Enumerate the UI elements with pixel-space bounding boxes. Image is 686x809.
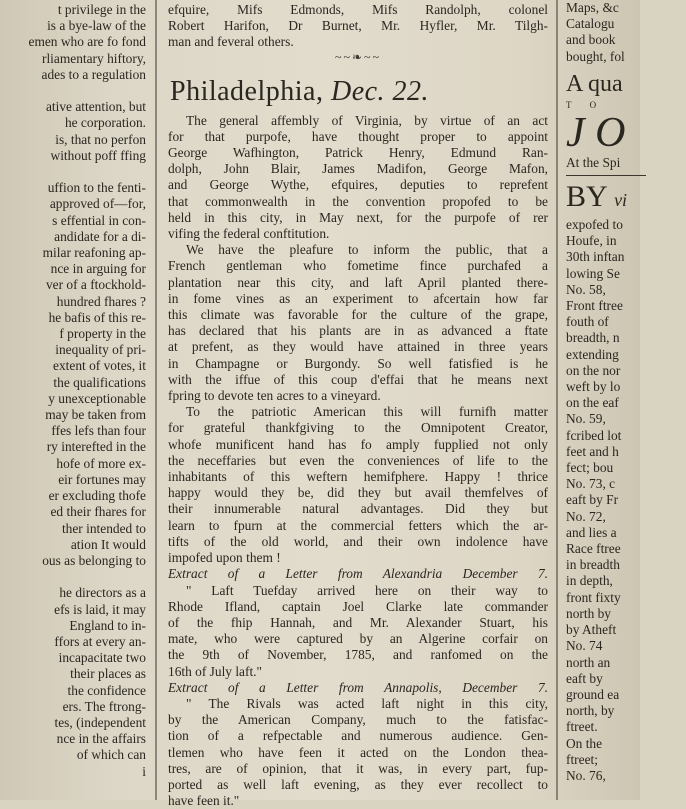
- text-line: weft by lo: [566, 379, 621, 395]
- advert-subheading: T O: [566, 99, 605, 110]
- text-line: The general affembly of Virginia, by virtue of an act: [186, 112, 548, 128]
- text-line: on the nor: [566, 362, 621, 378]
- text-line: Race ftree: [566, 541, 621, 557]
- column-rule-left: [155, 0, 157, 800]
- text-line: happy would they be, did they but avail themfelves of: [168, 485, 548, 501]
- text-line: George Wafhington, Patrick Henry, Edmund Ran-: [168, 145, 548, 161]
- left-column: [0, 0, 150, 800]
- text-line: lowing Se: [566, 265, 620, 281]
- text-line: England to in-: [69, 617, 146, 633]
- text-line: Maps, &c: [566, 0, 619, 15]
- text-line: t privilege in the: [57, 2, 146, 17]
- middle-column: [160, 0, 550, 809]
- advert-divider: [566, 175, 646, 176]
- text-line: the 9th of November, 1785, and ranfomed on the: [168, 647, 548, 663]
- text-line: Catalogu: [566, 16, 615, 32]
- dateline: [170, 75, 548, 109]
- text-line: for grateful thankfgiving to the Omnipotent Creator,: [168, 420, 548, 436]
- text-line: impofed upon them !: [168, 550, 281, 566]
- text-line: ther intended to: [61, 520, 146, 536]
- text-line: feet and h: [566, 443, 619, 459]
- text-line: On the: [566, 735, 603, 751]
- text-line: inhabitants of this weftern hemifphere. Happy ! thrice: [168, 469, 548, 485]
- advert-location: At the Spi: [566, 154, 621, 170]
- text-line: vifing the federal conftitution.: [168, 226, 330, 242]
- text-line: f property in the: [59, 326, 146, 342]
- text-line: in fome vines as an experiment to afcertain how far: [168, 290, 548, 306]
- text-line: ground ea: [566, 686, 620, 702]
- text-line: tifts of the old world, and their own indolence have: [168, 533, 548, 549]
- text-line: nce in arguing for: [50, 261, 146, 277]
- text-line: and book: [566, 32, 616, 48]
- text-line: [0, 569, 146, 585]
- annapolis-heading: Extract of a Letter from Annapolis, December 7.: [168, 679, 548, 695]
- text-line: and George Wythe, efquires, deputies to reprefent: [168, 177, 548, 193]
- ornament-divider: ~~❧~~: [334, 49, 382, 64]
- text-line: eaft by: [566, 670, 603, 686]
- text-line: uffion to the fenti-: [47, 180, 146, 196]
- text-line: held in this city, in May next, for the purpofe of rer: [168, 209, 548, 225]
- text-line: ported as well laft evening, as they ever recollect to: [168, 776, 548, 792]
- text-line: ffors at every an-: [54, 633, 146, 649]
- text-line: inequality of pri-: [55, 342, 146, 358]
- text-line: y unexceptionable: [48, 390, 146, 406]
- text-line: fect; bou: [566, 460, 614, 476]
- text-line: fcribed lot: [566, 427, 622, 443]
- text-line: ed their fhares for: [50, 504, 146, 520]
- text-line: the neceffaries but even the conveniences of life to the: [168, 452, 548, 468]
- text-line: fouth of: [566, 314, 609, 330]
- text-line: emen who are fo fond: [28, 34, 146, 50]
- text-line: We have the pleafure to inform the public, that a: [186, 242, 548, 258]
- thanksgiving-paragraph: [168, 404, 548, 566]
- text-line: 30th inftan: [566, 249, 625, 265]
- text-line: efs is laid, it may: [54, 601, 146, 617]
- left-column-text: [0, 2, 146, 780]
- text-line: of which can: [76, 747, 146, 763]
- text-line: ous as belonging to: [42, 552, 146, 568]
- text-line: [0, 164, 146, 180]
- text-line: French gentleman who fometime fince purchafed a: [168, 258, 548, 274]
- text-line: eir fortunes may: [58, 471, 146, 487]
- annapolis-extract: [168, 696, 548, 809]
- virginia-paragraph: [168, 113, 548, 243]
- text-line: man and feveral others.: [168, 34, 294, 50]
- text-line: ver of a ftockhold-: [45, 277, 146, 293]
- text-line: their places as: [70, 666, 146, 682]
- text-line: ffes lefs than four: [51, 423, 146, 439]
- text-line: incapacitate two: [58, 650, 146, 666]
- text-line: in breadth: [566, 557, 620, 573]
- text-line: extending: [566, 346, 619, 362]
- text-line: ation It would: [70, 536, 146, 552]
- text-line: approved of—for,: [49, 196, 146, 212]
- text-line: Robert Harifon, Dr Burnet, Mr. Hyfler, Mr. Tilgh-: [168, 18, 548, 34]
- text-line: in Champagne or Burgondy. So well fatisfied is he: [168, 355, 548, 371]
- text-line: is a bye-law of the: [47, 18, 146, 34]
- text-line: er excluding thofe: [48, 488, 146, 504]
- text-line: for that purpofe, have thought proper to appoint: [168, 128, 548, 144]
- vineyard-paragraph: [168, 242, 548, 404]
- text-line: " Laft Tuefday arrived here on their way to: [186, 582, 548, 598]
- dateline-city: Philadelphia,: [170, 75, 324, 107]
- text-line: No. 76,: [566, 767, 606, 783]
- text-line: Rhode Ifland, captain Joel Clarke late commander: [168, 598, 548, 614]
- advert-heading-by: BY vi: [566, 180, 628, 214]
- text-line: 16th of July laft.": [168, 663, 262, 679]
- text-line: north, by: [566, 703, 615, 719]
- text-line: breadth, n: [566, 330, 620, 346]
- text-line: he bafis of this re-: [48, 309, 146, 325]
- text-line: he directors as a: [59, 585, 146, 601]
- text-line: is, that no perfon: [55, 131, 146, 147]
- text-line: ades to a regulation: [41, 66, 146, 82]
- text-line: plantation near this city, and laft April planted there-: [168, 274, 548, 290]
- text-line: tion of a refpectable and numerous audience. Gen-: [168, 728, 548, 744]
- text-line: extent of votes, it: [53, 358, 146, 374]
- text-line: north by: [566, 605, 612, 621]
- text-line: No. 74: [566, 638, 603, 654]
- text-line: " The Rivals was acted laft night in this city,: [186, 695, 548, 711]
- text-line: tlemen who have feen it acted on the London thea-: [168, 744, 548, 760]
- text-line: To the patriotic American this will furnifh matter: [186, 404, 548, 420]
- dateline-date: Dec. 22.: [330, 75, 430, 107]
- text-line: fpring to devote ten acres to a vineyard.: [168, 388, 381, 404]
- advert-heading-a: A qua: [566, 70, 623, 97]
- alexandria-heading: Extract of a Letter from Alexandria December 7.: [168, 566, 548, 582]
- text-line: that commonwealth in the convention propofed to be: [168, 193, 548, 209]
- text-line: on the eaf: [566, 395, 619, 411]
- right-column-text: [566, 0, 686, 784]
- text-line: No. 59,: [566, 411, 606, 427]
- text-line: tres, are of opinion, that it was, in every part, fup-: [168, 760, 548, 776]
- text-line: No. 72,: [566, 508, 606, 524]
- text-line: by the American Company, much to the fatisfac-: [168, 712, 548, 728]
- text-line: this climate was favorable for the culture of the grape,: [168, 307, 548, 323]
- text-line: have feen it.": [168, 793, 240, 809]
- text-line: andidate for a di-: [54, 228, 146, 244]
- text-line: expofed to: [566, 217, 623, 233]
- text-line: efquire, Mifs Edmonds, Mifs Randolph, colonel: [168, 2, 548, 17]
- text-line: their innumerable natural advantages. Did they but: [168, 501, 548, 517]
- text-line: learn to fpurn at the commercial fetters which the ar-: [168, 517, 548, 533]
- text-line: north an: [566, 654, 611, 670]
- text-line: bought, fol: [566, 48, 625, 64]
- text-line: nce in the affairs: [56, 731, 146, 747]
- text-line: hofe of more ex-: [56, 455, 146, 471]
- text-line: whofe munificent hand has fo amply fupplied not only: [168, 436, 548, 452]
- text-line: dolph, John Blair, James Madifon, George Mafon,: [168, 161, 548, 177]
- text-line: rliamentary hiftory,: [42, 50, 146, 66]
- text-line: ers. The ftrong-: [62, 698, 146, 714]
- text-line: without poff ffing: [50, 147, 146, 163]
- text-line: in depth,: [566, 573, 613, 589]
- text-line: Front ftree: [566, 298, 623, 314]
- text-line: mate, who were captured by an Algerine corfair on: [168, 631, 548, 647]
- text-line: he corporation.: [64, 115, 146, 131]
- column-rule-right: [556, 0, 558, 800]
- text-line: may be taken from: [45, 407, 146, 423]
- text-line: by Atheft: [566, 622, 617, 638]
- middle-column-body: [168, 2, 548, 809]
- continued-text: [168, 2, 548, 51]
- text-line: ative attention, but: [45, 99, 146, 115]
- text-line: ftreet.: [566, 719, 598, 735]
- text-line: ftreet;: [566, 751, 598, 767]
- text-line: the qualifications: [53, 374, 146, 390]
- text-line: milar reafoning ap-: [42, 245, 146, 261]
- text-line: No. 73, c: [566, 476, 616, 492]
- text-line: front fixty: [566, 589, 621, 605]
- text-line: at prefent, as they would have attained in three years: [168, 339, 548, 355]
- text-line: [0, 83, 146, 99]
- text-line: of the fhip Hannah, and Mr. Alexander Stuart, his: [168, 614, 548, 630]
- alexandria-extract: [168, 583, 548, 680]
- text-line: Houfe, in: [566, 233, 617, 249]
- text-line: No. 58,: [566, 281, 606, 297]
- text-line: hundred fhares ?: [56, 293, 146, 309]
- text-line: tes, (independent: [54, 714, 146, 730]
- text-line: ry interefted in the: [46, 439, 146, 455]
- advert-heading-j: J O: [566, 109, 626, 156]
- text-line: eaft by Fr: [566, 492, 619, 508]
- text-line: i: [142, 763, 146, 779]
- text-line: with the iffue of this coup d'effai that he means next: [168, 371, 548, 387]
- text-line: and lies a: [566, 524, 617, 540]
- text-line: the confidence: [67, 682, 146, 698]
- text-line: has declared that his plants are in as advanced a ftate: [168, 323, 548, 339]
- text-line: s effential in con-: [52, 212, 146, 228]
- right-column: [563, 0, 640, 800]
